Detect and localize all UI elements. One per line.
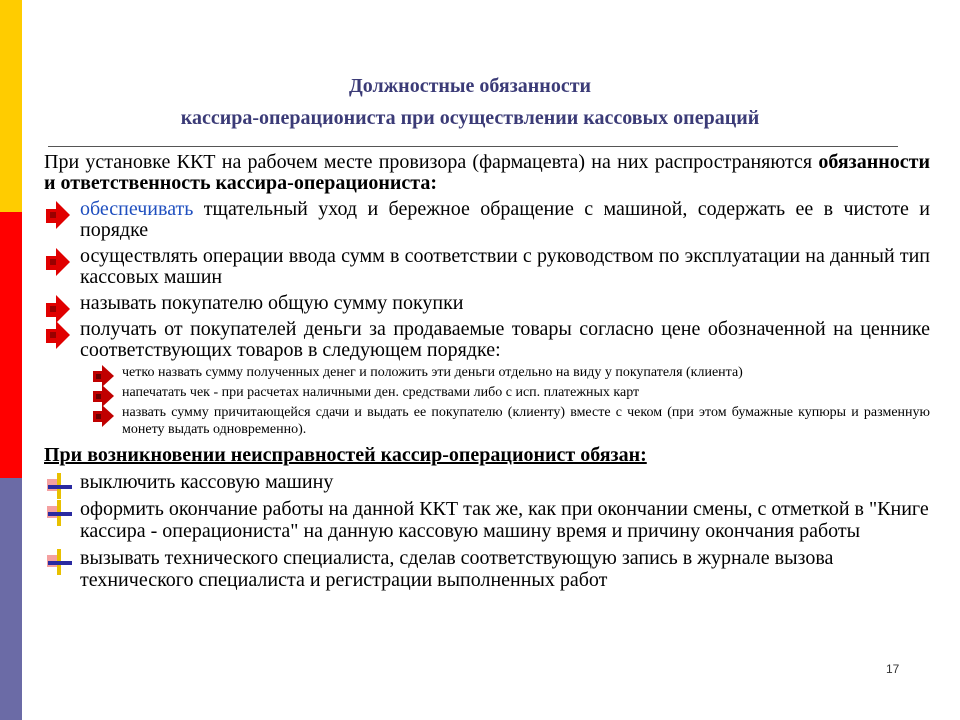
title-line-2: кассира-операциониста при осуществлении кассовых операций: [180, 107, 760, 129]
fault-step-item: [44, 547, 930, 591]
side-bar-purple: [0, 478, 22, 720]
duty-text: осуществлять операции ввода сумм в соответствии с руководством по эксплуатации на данный тип кассовых машин: [80, 245, 930, 288]
sub-step-item: [44, 404, 930, 438]
dark-red-arrow-bullet-icon: [92, 404, 118, 428]
intro-text: При установке ККТ на рабочем месте провизора (фармацевта) на них распространяются: [44, 151, 819, 173]
duty-text: получать от покупателей деньги за продаваемые товары согласно цене обозначенной на ценнике соответствующих товаров в следующем порядке:: [80, 318, 930, 361]
title-line-1: Должностные обязанности: [348, 75, 592, 97]
duty-item: [44, 293, 930, 314]
cross-square-bullet-icon: [44, 547, 74, 577]
fault-step-text: выключить кассовую машину: [80, 471, 334, 493]
fault-step-text: вызывать технического специалиста, сделав соответствующую запись в журнале вызова технического специалиста и регистрации выполненных работ: [80, 547, 834, 591]
slide-title: [40, 70, 900, 134]
duty-item: [44, 319, 930, 361]
page-number: 17: [886, 662, 900, 676]
intro-paragraph: [44, 152, 930, 194]
red-arrow-bullet-icon: [44, 319, 74, 349]
sub-step-item: [44, 364, 930, 381]
intro-bold-text: обязанности и ответственность кассира-операциониста:: [44, 151, 930, 194]
fault-heading: При возникновении неисправностей кассир-операционист обязан:: [44, 444, 647, 466]
fault-step-text: оформить окончание работы на данной ККТ так же, как при окончании смены, с отметкой в "Книге кассира - операциониста" на данную кассовую машину время и причину окончания работы: [80, 498, 929, 542]
duty-text: называть покупателю общую сумму покупки: [80, 292, 464, 314]
red-arrow-bullet-icon: [44, 199, 74, 229]
duty-item: [44, 199, 930, 241]
sub-step-text: четко назвать сумму полученных денег и положить эти деньги отдельно на виду у покупателя (клиента): [122, 365, 743, 380]
title-divider: [48, 146, 898, 147]
side-bar-yellow: [0, 0, 22, 212]
sub-step-item: [44, 384, 930, 401]
duty-text: тщательный уход и бережное обращение с машиной, содержать ее в чистоте и порядке: [80, 198, 930, 241]
duty-highlight: обеспечивать: [80, 198, 194, 220]
red-arrow-bullet-icon: [44, 246, 74, 276]
sub-step-text: напечатать чек - при расчетах наличными ден. средствами либо с исп. платежных карт: [122, 385, 640, 400]
slide-content: [44, 152, 930, 591]
fault-step-item: [44, 498, 930, 542]
cross-square-bullet-icon: [44, 471, 74, 501]
side-bar-red: [0, 212, 22, 478]
sub-step-text: назвать сумму причитающейся сдачи и выдать ее покупателю (клиенту) вместе с чеком (при этом бумажные купюры и разменную монету выдать одновременно).: [122, 405, 930, 437]
cross-square-bullet-icon: [44, 498, 74, 528]
fault-step-item: [44, 471, 930, 493]
duty-item: [44, 246, 930, 288]
